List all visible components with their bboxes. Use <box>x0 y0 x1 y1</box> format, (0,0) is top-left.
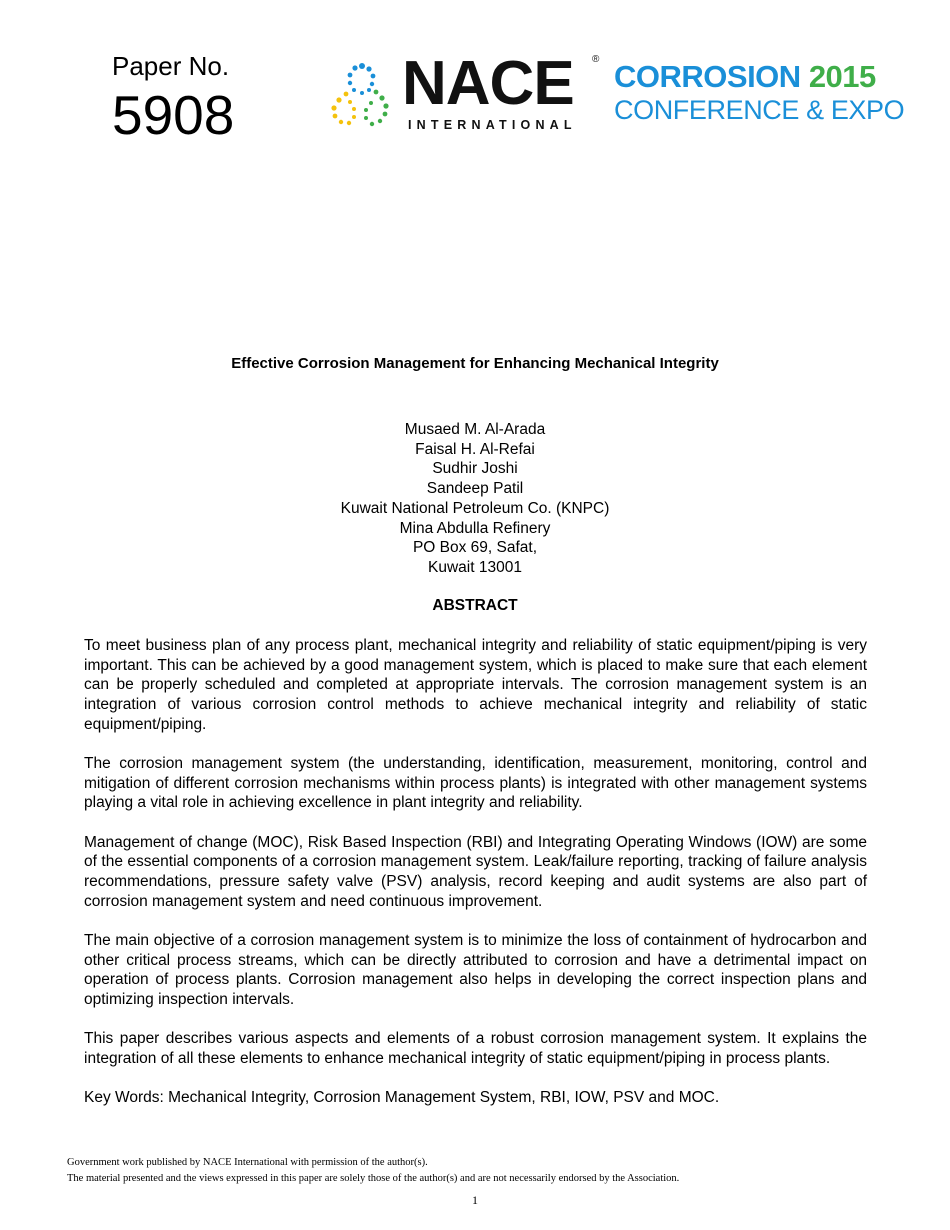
conference-logo <box>614 60 904 126</box>
nace-emblem-icon <box>322 60 402 138</box>
author-line: Sandeep Patil <box>426 480 524 498</box>
page-number: 1 <box>472 1193 478 1207</box>
conference-subtitle: CONFERENCE & EXPO <box>614 95 905 125</box>
abstract-paragraph: The corrosion management system (the understanding, identification, measurement, monitoring, control and mitigation of different corrosion mechanisms within process plants) is integrated with other management systems playing a vital role in achieving excellence in plant integrity and reliability. <box>84 755 867 812</box>
abstract-paragraph: To meet business plan of any process plant, mechanical integrity and reliability of static equipment/piping is very important. This can be achieved by a good management system, which is placed to make sure that each element can be properly scheduled and completed at appropriate intervals. The corrosion management system is an integration of various corrosion control methods to achieve mechanical integrity and reliability of static equipment/piping. <box>84 637 867 733</box>
nace-logo <box>322 49 612 138</box>
abstract-paragraph: The main objective of a corrosion management system is to minimize the loss of containment of hydrocarbon and other critical process streams, which can be directly attributed to corrosion and have a detrimental impact on operation of process plants. Corrosion management also helps in developing the correct inspection plans and optimizing inspection intervals. <box>84 931 867 1009</box>
registered-mark: ® <box>592 54 600 65</box>
abstract-paragraph: Management of change (MOC), Risk Based Inspection (RBI) and Integrating Operating Windows (IOW) are some of the essential components of a corrosion management system. Leak/failure reporting, tracking of failure analysis recommendations, pressure safety valve (PSV) analysis, record keeping and audit systems are also part of corrosion management system and need continuous improvement. <box>84 833 867 910</box>
address-line: PO Box 69, Safat, <box>412 539 538 557</box>
address-line: Kuwait 13001 <box>428 558 522 576</box>
abstract-paragraph: This paper describes various aspects and elements of a robust corrosion management system. It explains the integration of all these elements to enhance mechanical integrity of static equipment/piping in process plants. <box>84 1030 867 1067</box>
author-line: Sudhir Joshi <box>432 460 518 478</box>
paper-label: Paper No. <box>112 51 230 81</box>
paper-number: 5908 <box>112 84 235 146</box>
conference-name: CORROSION <box>614 59 801 94</box>
keywords: Key Words: Mechanical Integrity, Corrosion Management System, RBI, IOW, PSV and MOC. <box>84 1089 720 1107</box>
nace-wordmark: NACE <box>402 49 574 118</box>
paper-number-block <box>112 50 234 146</box>
author-line: Musaed M. Al-Arada <box>404 421 546 438</box>
affiliation-line: Mina Abdulla Refinery <box>399 519 551 537</box>
conference-year: 2015 <box>808 59 876 94</box>
footer-line: The material presented and the views expressed in this paper are solely those of the author(s) and are not necessarily endorsed by the Association. <box>67 1172 680 1184</box>
abstract-body <box>84 636 867 1127</box>
author-block <box>0 420 950 578</box>
author-line: Faisal H. Al-Refai <box>415 440 535 458</box>
footer-line: Government work published by NACE International with permission of the author(s). <box>67 1157 428 1168</box>
affiliation-line: Kuwait National Petroleum Co. (KNPC) <box>340 499 610 517</box>
abstract-heading: ABSTRACT <box>432 597 518 614</box>
nace-subtitle: INTERNATIONAL <box>408 118 577 132</box>
paper-title: Effective Corrosion Management for Enhancing Mechanical Integrity <box>231 355 719 372</box>
footer-notice <box>67 1155 679 1186</box>
